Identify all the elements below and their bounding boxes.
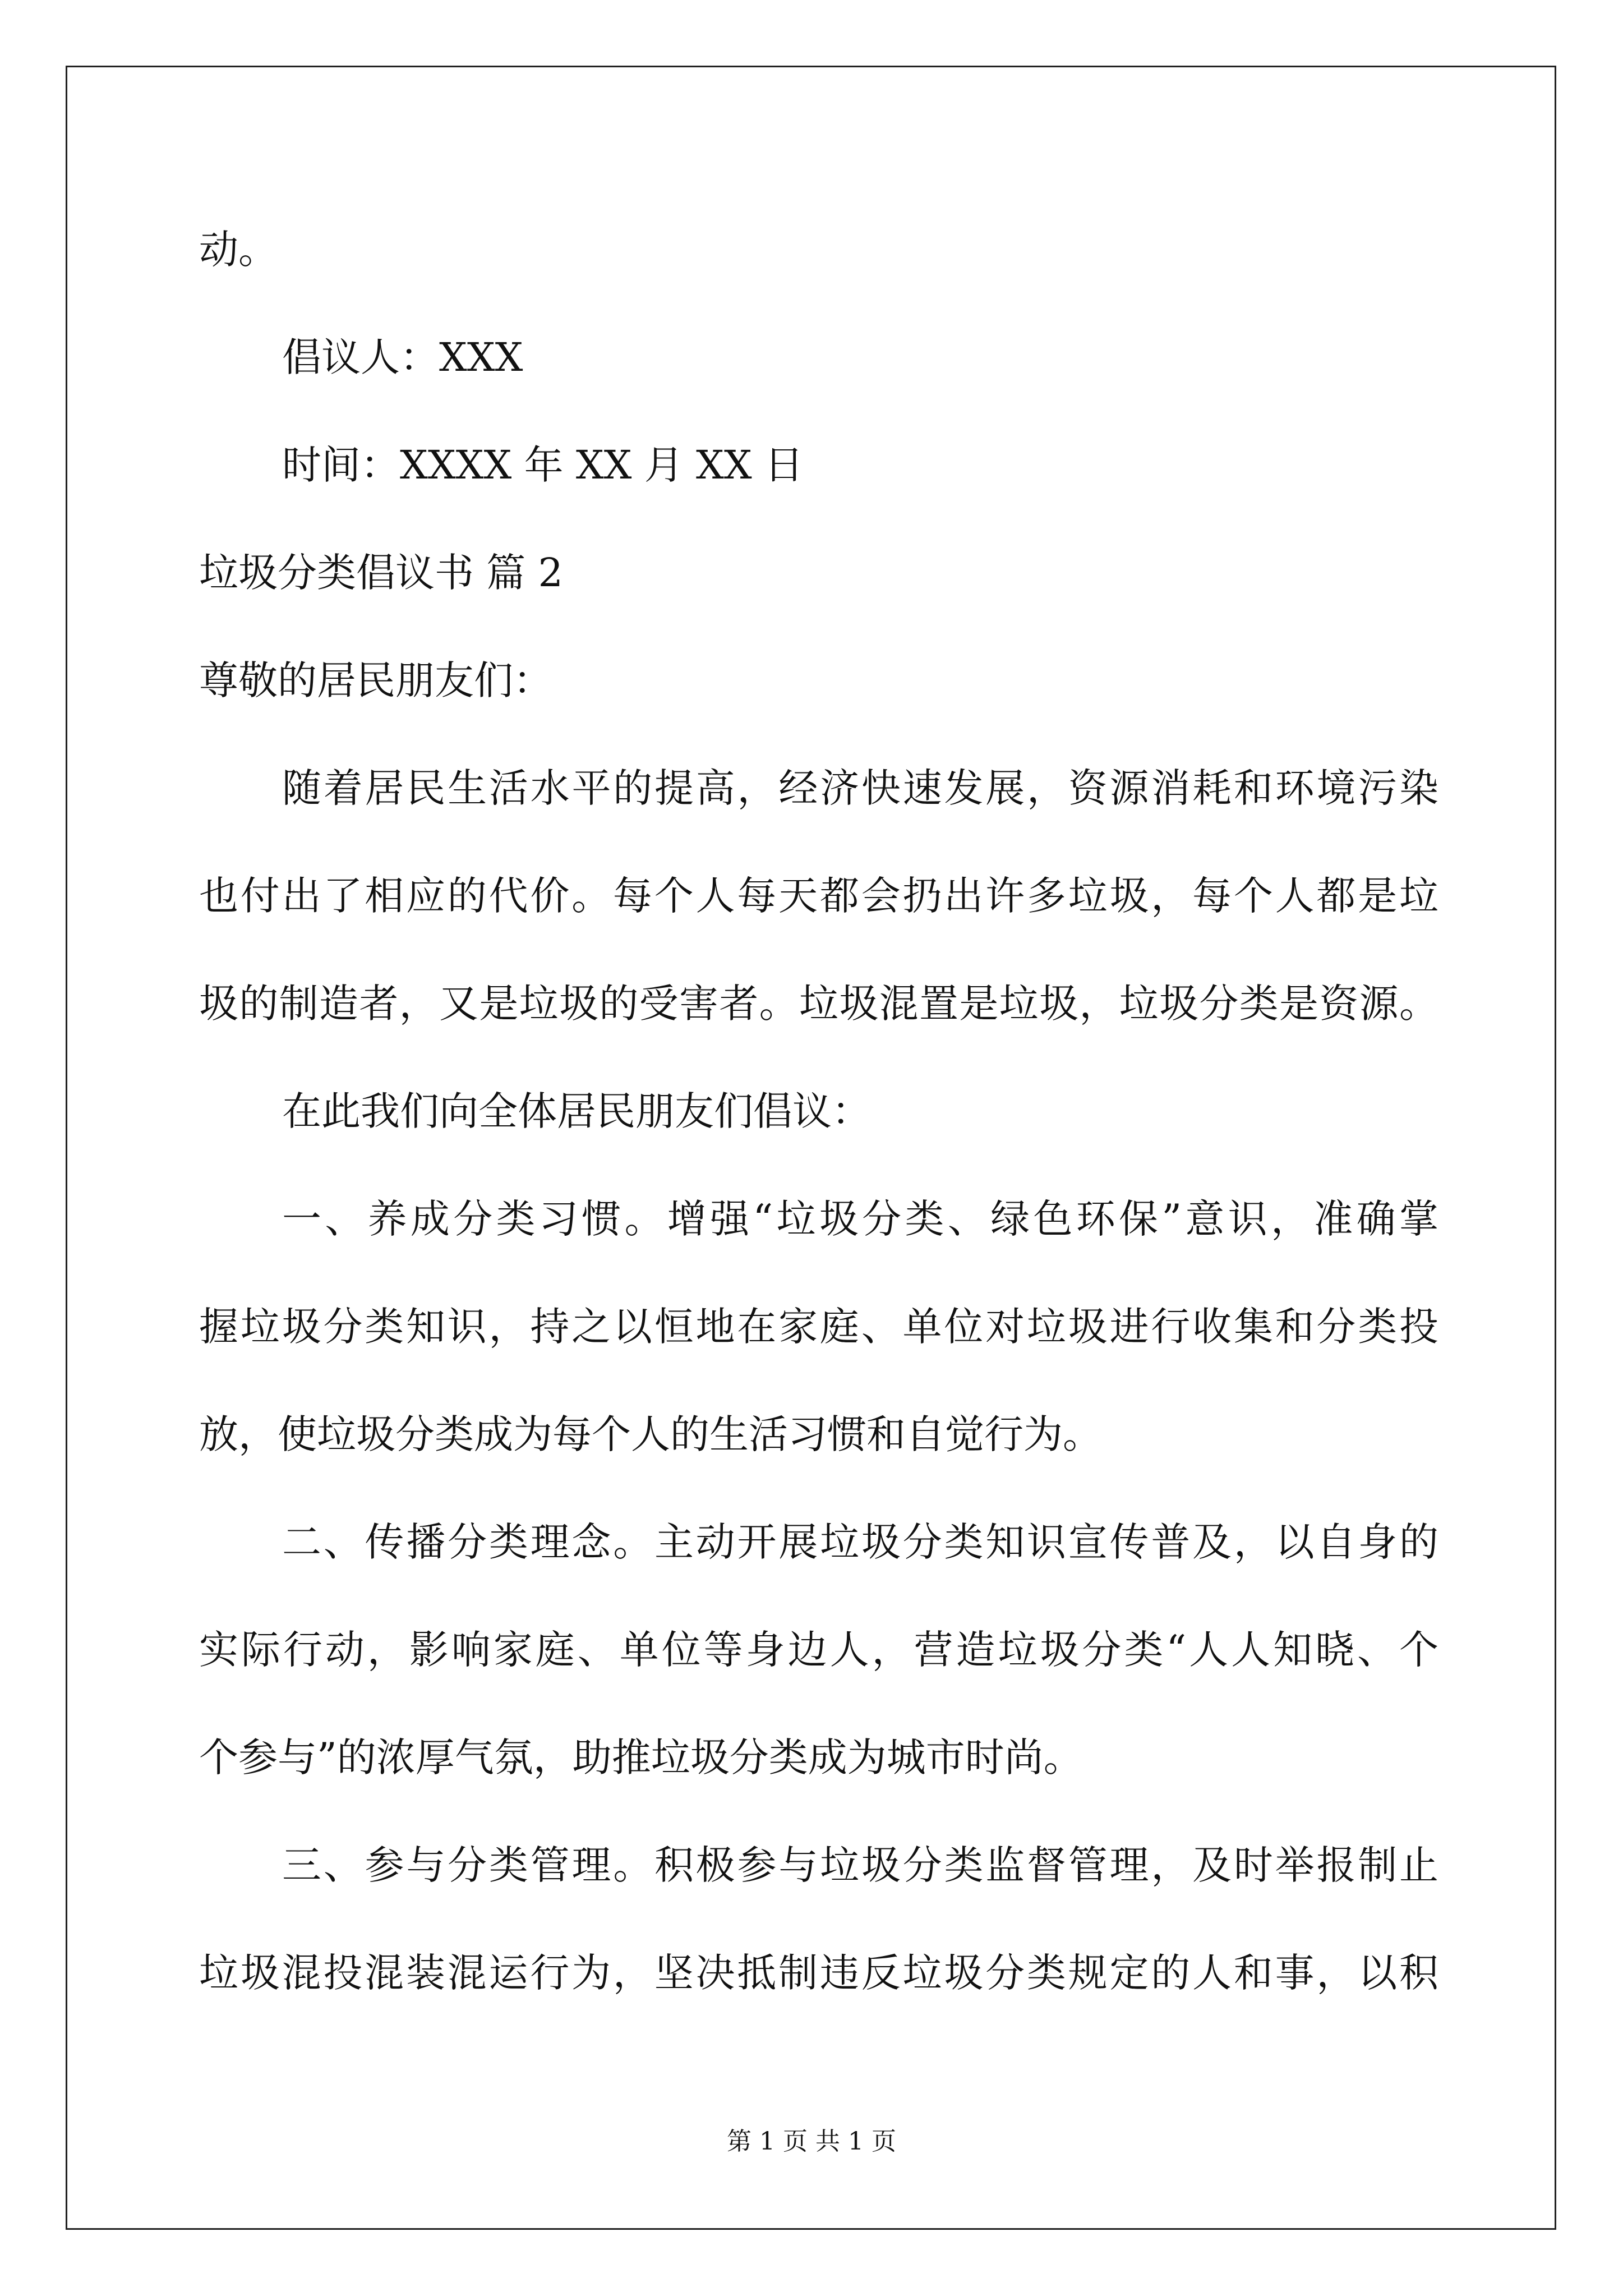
item-1-line-3: 放，使垃圾分类成为每个人的生活习惯和自觉行为。 xyxy=(199,1411,1102,1457)
paragraph-1-line-2: 也付出了相应的代价。每个人每天都会扔出许多垃圾，每个人都是垃 xyxy=(199,873,1438,919)
paragraph-1-line-3: 圾的制造者，又是垃圾的受害者。垃圾混置是垃圾，垃圾分类是资源。 xyxy=(199,981,1438,1027)
proposal-intro: 在此我们向全体居民朋友们倡议： xyxy=(282,1088,871,1134)
page-frame xyxy=(66,66,1556,2230)
item-1-line-2: 握垃圾分类知识，持之以恒地在家庭、单位对垃圾进行收集和分类投 xyxy=(199,1304,1438,1350)
item-3-line-1: 三、参与分类管理。积极参与垃圾分类监督管理，及时举报制止 xyxy=(282,1842,1438,1888)
salutation: 尊敬的居民朋友们： xyxy=(199,657,552,703)
page-number-footer: 第 1 页 共 1 页 xyxy=(727,2127,896,2156)
item-2-line-2: 实际行动，影响家庭、单位等身边人，营造垃圾分类“人人知晓、个 xyxy=(199,1627,1438,1673)
item-1-line-1: 一、养成分类习惯。增强“垃圾分类、绿色环保”意识，准确掌 xyxy=(282,1196,1438,1242)
date-line: 时间：XXXX 年 XX 月 XX 日 xyxy=(282,442,804,488)
text-line-continuation: 动。 xyxy=(199,227,278,273)
item-2-line-3: 个参与”的浓厚气氛，助推垃圾分类成为城市时尚。 xyxy=(199,1734,1083,1780)
initiator-line: 倡议人：XXX xyxy=(282,334,523,380)
section-heading: 垃圾分类倡议书 篇 2 xyxy=(199,550,564,596)
item-2-line-1: 二、传播分类理念。主动开展垃圾分类知识宣传普及，以自身的 xyxy=(282,1519,1438,1565)
item-3-line-2: 垃圾混投混装混运行为，坚决抵制违反垃圾分类规定的人和事，以积 xyxy=(199,1950,1438,1996)
paragraph-1-line-1: 随着居民生活水平的提高，经济快速发展，资源消耗和环境污染 xyxy=(282,765,1438,811)
